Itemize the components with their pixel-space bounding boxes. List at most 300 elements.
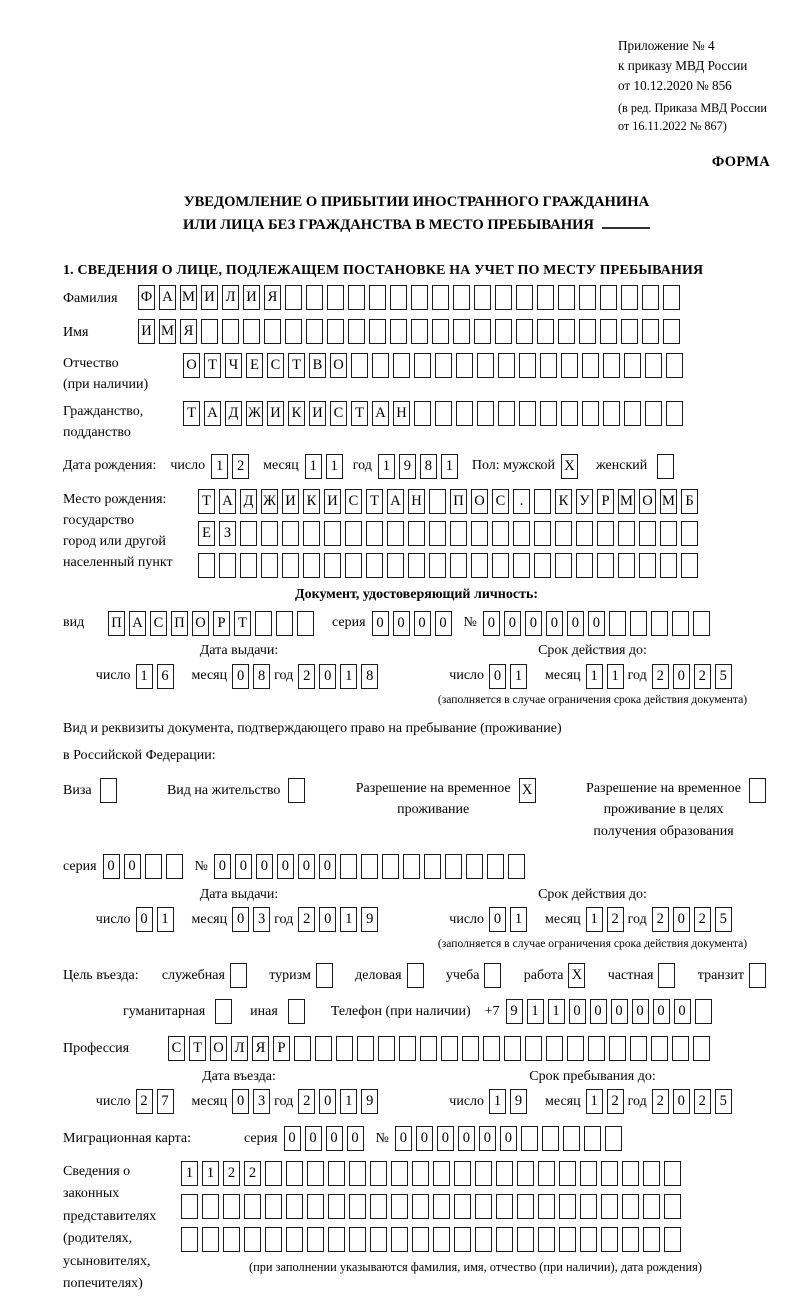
form-cell[interactable]: 9 [510,1089,527,1114]
form-cell[interactable] [453,319,470,344]
form-cell[interactable] [517,1161,534,1186]
form-cell[interactable] [508,854,525,879]
form-cell[interactable] [622,1161,639,1186]
form-cell[interactable] [285,319,302,344]
form-cell[interactable] [255,611,272,636]
form-cell[interactable] [483,1036,500,1061]
form-cell[interactable] [517,1194,534,1219]
form-cell[interactable]: 2 [298,907,315,932]
form-cell[interactable] [484,963,501,988]
form-cell[interactable]: Р [597,489,614,514]
form-cell[interactable]: Е [198,521,215,546]
form-cell[interactable] [597,521,614,546]
form-cell[interactable] [542,1126,559,1151]
form-cell[interactable] [588,1036,605,1061]
form-cell[interactable] [429,553,446,578]
form-cell[interactable]: 1 [340,1089,357,1114]
form-cell[interactable]: 0 [103,854,120,879]
purpose-tourism-checkbox[interactable] [316,963,337,988]
form-cell[interactable] [660,521,677,546]
form-cell[interactable] [307,1227,324,1252]
form-cell[interactable] [407,963,424,988]
form-cell[interactable]: Я [252,1036,269,1061]
form-cell[interactable]: 2 [652,1089,669,1114]
form-cell[interactable] [324,521,341,546]
form-cell[interactable] [435,353,452,378]
form-cell[interactable]: Д [240,489,257,514]
form-cell[interactable]: Т [234,611,251,636]
form-cell[interactable] [276,611,293,636]
form-cell[interactable] [540,353,557,378]
form-cell[interactable]: 5 [715,907,732,932]
form-cell[interactable] [609,1036,626,1061]
form-cell[interactable] [429,521,446,546]
form-cell[interactable] [624,353,641,378]
form-cell[interactable] [215,999,232,1024]
form-cell[interactable]: Ф [138,285,155,310]
form-cell[interactable] [223,1194,240,1219]
form-cell[interactable] [663,285,680,310]
form-cell[interactable]: 9 [506,999,523,1024]
form-cell[interactable]: А [387,489,404,514]
form-cell[interactable] [456,401,473,426]
form-cell[interactable] [516,285,533,310]
form-cell[interactable]: 0 [232,664,249,689]
form-cell[interactable] [403,854,420,879]
form-cell[interactable] [519,353,536,378]
form-cell[interactable] [433,1194,450,1219]
form-cell[interactable]: 0 [546,611,563,636]
form-cell[interactable]: 0 [372,611,389,636]
form-cell[interactable] [433,1227,450,1252]
form-cell[interactable]: 1 [202,1161,219,1186]
form-cell[interactable]: А [219,489,236,514]
form-cell[interactable] [223,1227,240,1252]
form-cell[interactable]: 0 [347,1126,364,1151]
form-cell[interactable]: Н [408,489,425,514]
form-cell[interactable]: 0 [284,1126,301,1151]
form-cell[interactable]: 0 [298,854,315,879]
form-cell[interactable] [393,353,410,378]
form-cell[interactable] [282,521,299,546]
form-cell[interactable]: О [471,489,488,514]
form-cell[interactable]: 0 [414,611,431,636]
form-cell[interactable]: А [159,285,176,310]
purpose-official-checkbox[interactable] [230,963,251,988]
form-cell[interactable] [630,1036,647,1061]
form-cell[interactable] [651,1036,668,1061]
form-cell[interactable] [324,553,341,578]
purpose-private-checkbox[interactable] [658,963,679,988]
form-cell[interactable] [621,285,638,310]
form-cell[interactable] [749,778,766,803]
form-cell[interactable]: 9 [399,454,416,479]
form-cell[interactable]: 2 [607,907,624,932]
form-cell[interactable]: 1 [441,454,458,479]
form-cell[interactable]: 1 [340,664,357,689]
form-cell[interactable] [630,611,647,636]
form-cell[interactable]: 1 [305,454,322,479]
form-cell[interactable]: 0 [673,907,690,932]
form-cell[interactable]: Ж [246,401,263,426]
temp-residence-edu-checkbox[interactable] [749,778,770,803]
form-cell[interactable] [370,1194,387,1219]
form-cell[interactable] [412,1194,429,1219]
form-cell[interactable]: 0 [435,611,452,636]
form-cell[interactable]: А [129,611,146,636]
form-cell[interactable] [366,553,383,578]
purpose-business-checkbox[interactable] [407,963,428,988]
form-cell[interactable] [534,489,551,514]
form-cell[interactable]: С [345,489,362,514]
form-cell[interactable]: 0 [319,664,336,689]
form-cell[interactable] [537,319,554,344]
form-cell[interactable]: 0 [673,664,690,689]
form-cell[interactable] [525,1036,542,1061]
form-cell[interactable] [387,553,404,578]
form-cell[interactable] [498,401,515,426]
form-cell[interactable]: С [492,489,509,514]
form-cell[interactable] [454,1161,471,1186]
form-cell[interactable] [181,1194,198,1219]
form-cell[interactable]: 0 [483,611,500,636]
temp-residence-checkbox[interactable] [519,778,540,803]
form-cell[interactable]: И [324,489,341,514]
form-cell[interactable]: 2 [232,454,249,479]
form-cell[interactable] [538,1227,555,1252]
form-cell[interactable]: М [618,489,635,514]
form-cell[interactable]: 2 [694,907,711,932]
form-cell[interactable] [361,854,378,879]
form-cell[interactable]: А [372,401,389,426]
form-cell[interactable]: 1 [326,454,343,479]
form-cell[interactable] [517,1227,534,1252]
form-cell[interactable] [579,319,596,344]
form-cell[interactable] [477,401,494,426]
form-cell[interactable] [639,521,656,546]
form-cell[interactable] [345,553,362,578]
form-cell[interactable] [492,553,509,578]
form-cell[interactable]: 9 [361,1089,378,1114]
form-cell[interactable]: 0 [611,999,628,1024]
form-cell[interactable]: 0 [479,1126,496,1151]
form-cell[interactable] [521,1126,538,1151]
form-cell[interactable]: 0 [256,854,273,879]
form-cell[interactable] [286,1227,303,1252]
form-cell[interactable]: И [243,285,260,310]
form-cell[interactable]: К [555,489,572,514]
form-cell[interactable] [643,1194,660,1219]
form-cell[interactable]: 0 [326,1126,343,1151]
form-cell[interactable] [474,285,491,310]
form-cell[interactable] [198,553,215,578]
purpose-other-checkbox[interactable] [288,999,309,1024]
form-cell[interactable] [408,521,425,546]
form-cell[interactable] [749,963,766,988]
form-cell[interactable] [230,963,247,988]
form-cell[interactable] [559,1194,576,1219]
form-cell[interactable] [145,854,162,879]
form-cell[interactable] [622,1194,639,1219]
form-cell[interactable] [657,454,674,479]
form-cell[interactable]: С [267,353,284,378]
form-cell[interactable] [348,319,365,344]
form-cell[interactable]: 1 [181,1161,198,1186]
form-cell[interactable] [601,1194,618,1219]
form-cell[interactable] [567,1036,584,1061]
form-cell[interactable]: 3 [253,1089,270,1114]
form-cell[interactable]: 1 [378,454,395,479]
form-cell[interactable] [349,1227,366,1252]
form-cell[interactable]: 2 [652,907,669,932]
form-cell[interactable] [316,963,333,988]
form-cell[interactable]: Т [204,353,221,378]
form-cell[interactable] [681,521,698,546]
sex-male-checkbox[interactable] [561,454,582,479]
form-cell[interactable] [414,353,431,378]
form-cell[interactable] [475,1161,492,1186]
form-cell[interactable] [642,285,659,310]
form-cell[interactable] [584,1126,601,1151]
form-cell[interactable] [534,553,551,578]
form-cell[interactable] [445,854,462,879]
form-cell[interactable]: Т [183,401,200,426]
form-cell[interactable]: Т [351,401,368,426]
form-cell[interactable]: 2 [694,664,711,689]
form-cell[interactable] [327,285,344,310]
form-cell[interactable] [424,854,441,879]
form-cell[interactable] [432,319,449,344]
form-cell[interactable] [181,1227,198,1252]
form-cell[interactable] [516,319,533,344]
form-cell[interactable]: 0 [525,611,542,636]
form-cell[interactable]: 0 [674,999,691,1024]
form-cell[interactable]: Т [198,489,215,514]
purpose-transit-checkbox[interactable] [749,963,770,988]
form-cell[interactable] [561,401,578,426]
form-cell[interactable] [345,521,362,546]
form-cell[interactable] [306,319,323,344]
form-cell[interactable] [202,1194,219,1219]
form-cell[interactable]: 9 [361,907,378,932]
form-cell[interactable] [435,401,452,426]
form-cell[interactable] [672,1036,689,1061]
form-cell[interactable] [261,553,278,578]
form-cell[interactable]: 0 [504,611,521,636]
form-cell[interactable] [303,521,320,546]
form-cell[interactable]: Р [213,611,230,636]
form-cell[interactable] [693,611,710,636]
form-cell[interactable] [471,553,488,578]
form-cell[interactable]: И [138,319,155,344]
form-cell[interactable] [264,319,281,344]
form-cell[interactable] [605,1126,622,1151]
form-cell[interactable] [495,319,512,344]
form-cell[interactable] [336,1036,353,1061]
form-cell[interactable] [441,1036,458,1061]
form-cell[interactable] [307,1161,324,1186]
form-cell[interactable] [240,553,257,578]
form-cell[interactable] [429,489,446,514]
form-cell[interactable] [390,319,407,344]
form-cell[interactable] [261,521,278,546]
form-cell[interactable]: 6 [157,664,174,689]
form-cell[interactable]: 0 [588,611,605,636]
form-cell[interactable]: X [568,963,585,988]
form-cell[interactable] [265,1227,282,1252]
form-cell[interactable] [496,1227,513,1252]
form-cell[interactable]: 0 [319,907,336,932]
form-cell[interactable]: 0 [232,1089,249,1114]
form-cell[interactable] [513,553,530,578]
form-cell[interactable] [563,1126,580,1151]
form-cell[interactable] [559,1161,576,1186]
form-cell[interactable] [366,521,383,546]
form-cell[interactable] [576,553,593,578]
form-cell[interactable] [681,553,698,578]
form-cell[interactable] [450,521,467,546]
form-cell[interactable] [288,778,305,803]
form-cell[interactable]: 1 [340,907,357,932]
form-cell[interactable] [369,285,386,310]
form-cell[interactable] [643,1161,660,1186]
form-cell[interactable] [471,521,488,546]
form-cell[interactable] [580,1194,597,1219]
form-cell[interactable]: 0 [590,999,607,1024]
form-cell[interactable] [454,1227,471,1252]
form-cell[interactable]: Т [288,353,305,378]
form-cell[interactable] [666,353,683,378]
form-cell[interactable]: 1 [157,907,174,932]
form-cell[interactable]: 3 [253,907,270,932]
form-cell[interactable] [582,401,599,426]
form-cell[interactable] [340,854,357,879]
form-cell[interactable]: X [561,454,578,479]
form-cell[interactable]: И [309,401,326,426]
form-cell[interactable] [433,1161,450,1186]
form-cell[interactable]: П [171,611,188,636]
form-cell[interactable] [664,1194,681,1219]
form-cell[interactable] [387,521,404,546]
form-cell[interactable] [513,521,530,546]
form-cell[interactable]: 0 [458,1126,475,1151]
form-cell[interactable] [559,1227,576,1252]
form-cell[interactable] [600,285,617,310]
form-cell[interactable] [378,1036,395,1061]
form-cell[interactable] [495,285,512,310]
form-cell[interactable] [202,1227,219,1252]
form-cell[interactable] [561,353,578,378]
form-cell[interactable]: 2 [298,1089,315,1114]
form-cell[interactable] [282,553,299,578]
form-cell[interactable] [519,401,536,426]
form-cell[interactable] [285,285,302,310]
form-cell[interactable]: Б [681,489,698,514]
form-cell[interactable]: М [660,489,677,514]
form-cell[interactable] [450,553,467,578]
form-cell[interactable]: 8 [420,454,437,479]
form-cell[interactable] [618,553,635,578]
form-cell[interactable]: 0 [673,1089,690,1114]
form-cell[interactable]: 0 [214,854,231,879]
form-cell[interactable]: О [330,353,347,378]
form-cell[interactable] [555,521,572,546]
form-cell[interactable] [475,1194,492,1219]
form-cell[interactable] [349,1161,366,1186]
form-cell[interactable] [579,285,596,310]
form-cell[interactable] [580,1161,597,1186]
form-cell[interactable]: 1 [548,999,565,1024]
form-cell[interactable] [555,553,572,578]
form-cell[interactable]: 0 [305,1126,322,1151]
form-cell[interactable] [286,1161,303,1186]
form-cell[interactable] [664,1161,681,1186]
form-cell[interactable] [382,854,399,879]
form-cell[interactable] [663,319,680,344]
form-cell[interactable]: Д [225,401,242,426]
form-cell[interactable]: 0 [124,854,141,879]
form-cell[interactable] [372,353,389,378]
form-cell[interactable]: 0 [500,1126,517,1151]
form-cell[interactable] [496,1194,513,1219]
form-cell[interactable]: 5 [715,664,732,689]
form-cell[interactable] [243,319,260,344]
form-cell[interactable] [327,319,344,344]
form-cell[interactable] [303,553,320,578]
form-cell[interactable] [420,1036,437,1061]
form-cell[interactable]: X [519,778,536,803]
purpose-humanitarian-checkbox[interactable] [215,999,236,1024]
form-cell[interactable]: 5 [715,1089,732,1114]
form-cell[interactable] [297,611,314,636]
form-cell[interactable] [370,1227,387,1252]
form-cell[interactable]: Я [180,319,197,344]
form-cell[interactable] [693,1036,710,1061]
form-cell[interactable]: О [210,1036,227,1061]
form-cell[interactable] [414,401,431,426]
form-cell[interactable] [492,521,509,546]
form-cell[interactable] [219,553,236,578]
form-cell[interactable]: 1 [136,664,153,689]
form-cell[interactable]: 0 [567,611,584,636]
sex-female-checkbox[interactable] [657,454,678,479]
form-cell[interactable]: И [201,285,218,310]
form-cell[interactable] [391,1194,408,1219]
form-cell[interactable]: У [576,489,593,514]
form-cell[interactable] [244,1227,261,1252]
form-cell[interactable]: 0 [437,1126,454,1151]
form-cell[interactable] [540,401,557,426]
form-cell[interactable]: 1 [510,664,527,689]
form-cell[interactable]: Ч [225,353,242,378]
form-cell[interactable]: Т [189,1036,206,1061]
form-cell[interactable]: К [303,489,320,514]
form-cell[interactable] [597,553,614,578]
form-cell[interactable] [328,1194,345,1219]
purpose-study-checkbox[interactable] [484,963,505,988]
form-cell[interactable] [660,553,677,578]
form-cell[interactable] [558,319,575,344]
form-cell[interactable] [475,1227,492,1252]
form-cell[interactable]: 0 [319,1089,336,1114]
form-cell[interactable] [474,319,491,344]
form-cell[interactable] [603,401,620,426]
form-cell[interactable]: 1 [211,454,228,479]
form-cell[interactable] [240,521,257,546]
form-cell[interactable] [618,521,635,546]
form-cell[interactable] [600,319,617,344]
form-cell[interactable] [349,1194,366,1219]
